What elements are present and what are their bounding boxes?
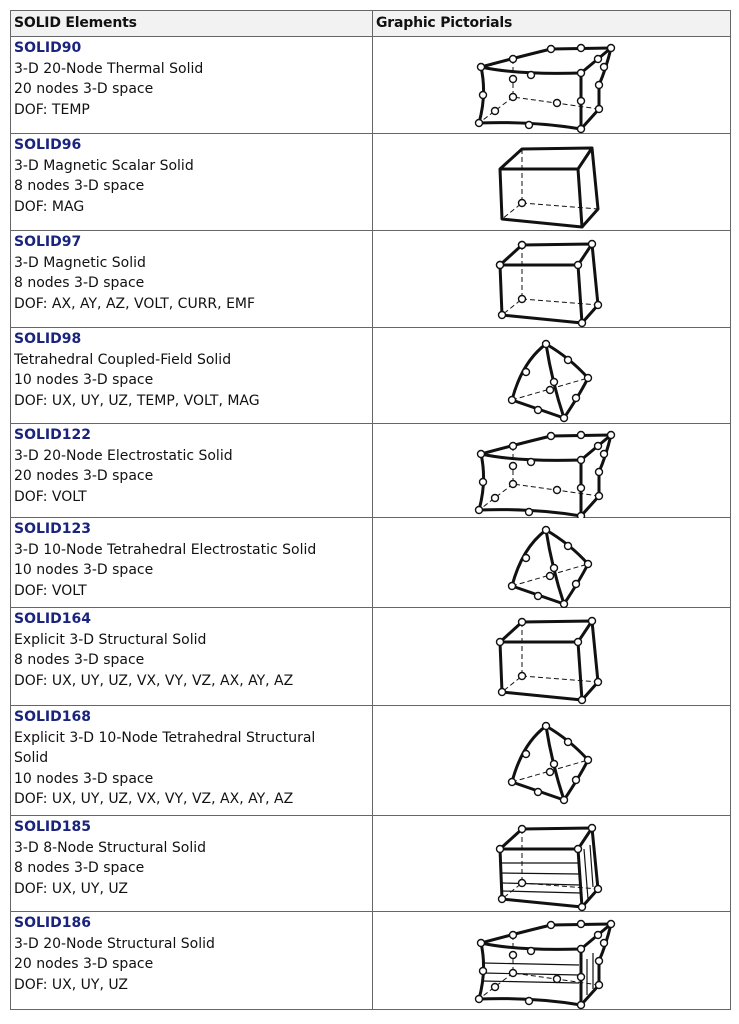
pictorial-cell — [373, 37, 731, 133]
element-dof: DOF: VOLT — [14, 488, 87, 505]
hex-20-node-layered-pictorial — [373, 912, 731, 1011]
element-title: Tetrahedral Coupled-Field Solid — [14, 351, 232, 368]
element-name: SOLID123 — [14, 521, 91, 537]
hex-20-node-pictorial — [373, 424, 731, 518]
tet-10-node-pictorial — [373, 706, 731, 816]
element-nodes: 10 nodes 3-D space — [14, 770, 154, 787]
hex-8-node-pictorial — [373, 231, 731, 328]
element-description — [14, 817, 364, 899]
element-description — [14, 425, 364, 507]
tet-10-node-pictorial — [373, 518, 731, 608]
pictorial-cell — [373, 231, 731, 327]
element-dof: DOF: TEMP — [14, 101, 90, 118]
pictorial-cell — [373, 134, 731, 230]
element-dof: DOF: UX, UY, UZ — [14, 880, 128, 897]
element-name: SOLID186 — [14, 915, 91, 931]
pictorial-cell — [373, 518, 731, 607]
element-title: 3-D 8-Node Structural Solid — [14, 839, 206, 856]
table-row — [11, 37, 730, 134]
element-nodes: 10 nodes 3-D space — [14, 562, 154, 578]
element-description — [14, 707, 364, 810]
element-description — [14, 38, 364, 120]
hex-20-node-pictorial — [373, 37, 731, 134]
element-title: Explicit 3-D Structural Solid — [14, 631, 207, 648]
element-dof: DOF: UX, UY, UZ — [14, 976, 128, 993]
element-dof: DOF: MAG — [14, 198, 85, 215]
element-description — [14, 329, 364, 411]
element-description — [14, 135, 364, 217]
pictorial-cell — [373, 816, 731, 911]
element-dof: DOF: AX, AY, AZ, VOLT, CURR, EMF — [14, 295, 256, 312]
header-graphic-pictorials: Graphic Pictorials — [376, 15, 513, 31]
element-title: 3-D 20-Node Electrostatic Solid — [14, 447, 233, 464]
element-name: SOLID96 — [14, 137, 82, 153]
pictorial-cell — [373, 424, 731, 517]
element-title: Explicit 3-D 10-Node Tetrahedral Structural — [14, 729, 316, 746]
element-dof: DOF: VOLT — [14, 582, 87, 599]
table-row — [11, 134, 730, 231]
element-description — [14, 232, 364, 314]
element-name: SOLID168 — [14, 709, 91, 725]
pictorial-cell — [373, 328, 731, 423]
hex-8-node-pictorial — [373, 134, 731, 231]
pictorial-cell — [373, 608, 731, 705]
element-title: 3-D Magnetic Scalar Solid — [14, 157, 194, 174]
table-row — [11, 706, 730, 816]
element-title: 3-D 10-Node Tetrahedral Electrostatic Solid — [14, 541, 317, 558]
solid-elements-table — [10, 10, 731, 1010]
element-name: SOLID98 — [14, 331, 82, 347]
table-row — [11, 816, 730, 912]
element-title: 3-D 20-Node Thermal Solid — [14, 60, 204, 77]
header-solid-elements: SOLID Elements — [14, 15, 137, 31]
element-nodes: 8 nodes 3-D space — [14, 652, 145, 668]
element-name: SOLID97 — [14, 234, 82, 250]
pictorial-cell — [373, 912, 731, 1011]
element-nodes: 8 nodes 3-D space — [14, 178, 145, 194]
element-dof: DOF: UX, UY, UZ, VX, VY, VZ, AX, AY, AZ — [14, 791, 294, 807]
element-nodes: 20 nodes 3-D space — [14, 956, 154, 972]
element-name: SOLID90 — [14, 40, 82, 56]
element-description — [14, 519, 364, 601]
element-name: SOLID122 — [14, 427, 91, 443]
table-row — [11, 328, 730, 424]
element-nodes: 20 nodes 3-D space — [14, 468, 154, 484]
table-row — [11, 231, 730, 328]
element-description — [14, 913, 364, 995]
table-row — [11, 518, 730, 608]
element-dof: DOF: UX, UY, UZ, VX, VY, VZ, AX, AY, AZ — [14, 672, 294, 689]
element-name: SOLID185 — [14, 819, 91, 835]
table-row — [11, 912, 730, 1011]
hex-8-node-pictorial — [373, 608, 731, 706]
element-description — [14, 609, 364, 691]
pictorial-cell — [373, 706, 731, 815]
element-title: 3-D Magnetic Solid — [14, 254, 146, 271]
table-row — [11, 424, 730, 518]
element-dof: DOF: UX, UY, UZ, TEMP, VOLT, MAG — [14, 392, 260, 409]
element-title: 3-D 20-Node Structural Solid — [14, 935, 215, 952]
element-title-continued: Solid — [14, 750, 49, 766]
table-header — [11, 11, 730, 37]
element-name: SOLID164 — [14, 611, 91, 627]
element-nodes: 8 nodes 3-D space — [14, 275, 145, 291]
element-nodes: 20 nodes 3-D space — [14, 81, 154, 97]
hex-8-node-layered-pictorial — [373, 816, 731, 912]
tet-10-node-pictorial — [373, 328, 731, 424]
element-nodes: 8 nodes 3-D space — [14, 860, 145, 876]
element-nodes: 10 nodes 3-D space — [14, 372, 154, 388]
table-row — [11, 608, 730, 706]
